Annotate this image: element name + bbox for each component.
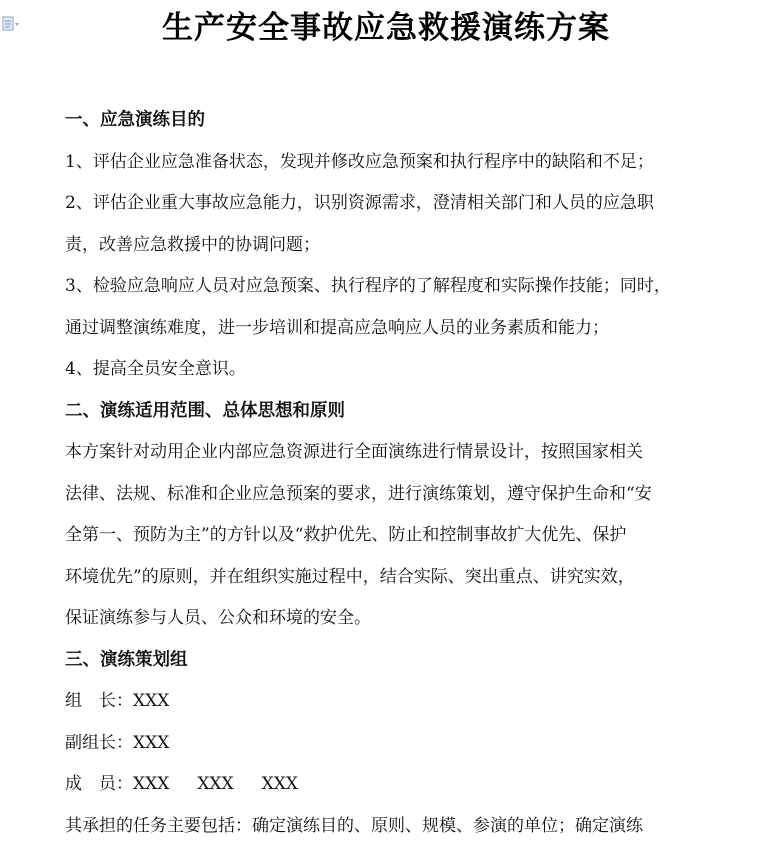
section-heading-planning-team: 三、演练策划组 (65, 649, 188, 670)
paragraph-line: 2、评估企业重大事故应急能力，识别资源需求，澄清相关部门和人员的应急职 (65, 193, 654, 213)
members-label: 成 员： (65, 774, 133, 794)
paragraph-line: 环境优先”的原则，并在组织实施过程中，结合实际、突出重点、讲究实效， (65, 566, 635, 587)
paragraph-line: 1、评估企业应急准备状态，发现并修改应急预案和执行程序中的缺陷和不足； (65, 151, 654, 172)
paragraph-line: 保证演练参与人员、公众和环境的安全。 (65, 608, 371, 628)
paragraph-line: 4、提高全员安全意识。 (65, 359, 246, 379)
paragraph-line: 全第一、预防为主”的方针以及“救护优先、防止和控制事故扩大优先、保护 (65, 525, 627, 545)
document-body (65, 100, 713, 847)
document-title: 生产安全事故应急救援演练方案 (162, 10, 610, 46)
section-heading-scope: 二、演练适用范围、总体思想和原则 (65, 400, 345, 421)
paragraph-line: 3、检验应急响应人员对应急预案、执行程序的了解程度和实际操作技能；同时， (65, 276, 671, 296)
paragraph-line: 责，改善应急救援中的协调问题； (65, 234, 320, 255)
member-name: XXX (261, 774, 298, 794)
team-leader-line: 组 长：XXX (65, 691, 170, 711)
section-heading-purpose: 一、应急演练目的 (65, 110, 205, 130)
member-name: XXX (197, 774, 234, 794)
deputy-leader-line: 副组长：XXX (65, 732, 170, 753)
team-members-line (65, 764, 713, 806)
paragraph-line: 通过调整演练难度，进一步培训和提高应急响应人员的业务素质和能力； (65, 317, 609, 338)
paragraph-line: 其承担的任务主要包括：确定演练目的、原则、规模、参演的单位；确定演练 (65, 815, 643, 836)
member-name: XXX (133, 774, 170, 794)
paragraph-line: 本方案针对动用企业内部应急资源进行全面演练进行情景设计，按照国家相关 (65, 442, 643, 462)
paragraph-line: 法律、法规、标准和企业应急预案的要求，进行演练策划，遵守保护生命和“安 (65, 483, 652, 504)
